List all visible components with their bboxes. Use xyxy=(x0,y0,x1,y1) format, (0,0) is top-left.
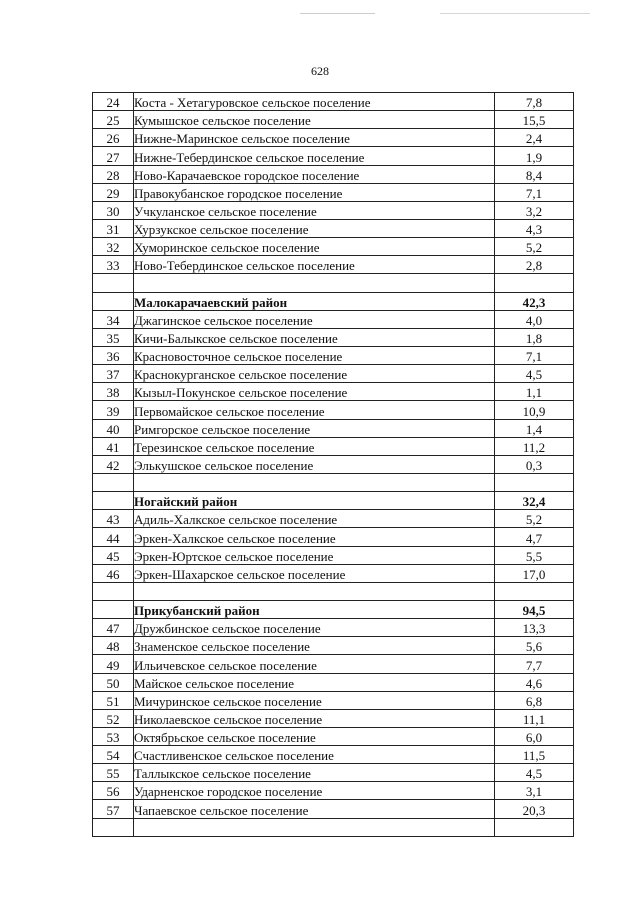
scan-artifact-line xyxy=(440,13,590,14)
settlement-name-cell: Мичуринское сельское поселение xyxy=(134,691,495,709)
settlement-name-cell xyxy=(134,274,495,292)
row-number-cell: 39 xyxy=(93,401,134,419)
value-cell: 4,0 xyxy=(495,310,574,328)
table-row xyxy=(93,455,574,473)
settlement-name-cell: Дружбинское сельское поселение xyxy=(134,619,495,637)
row-number-cell xyxy=(93,818,134,836)
settlement-name-cell: Элькушское сельское поселение xyxy=(134,455,495,473)
row-number-cell: 34 xyxy=(93,310,134,328)
spacer-row xyxy=(93,274,574,292)
value-cell: 5,6 xyxy=(495,637,574,655)
settlement-name-cell: Малокарачаевский район xyxy=(134,292,495,310)
table-row xyxy=(93,564,574,582)
value-cell: 7,7 xyxy=(495,655,574,673)
value-cell: 11,2 xyxy=(495,437,574,455)
table-row xyxy=(93,365,574,383)
settlement-name-cell: Кызыл-Покунское сельское поселение xyxy=(134,383,495,401)
settlement-name-cell: Ногайский район xyxy=(134,492,495,510)
table-row xyxy=(93,510,574,528)
value-cell: 1,8 xyxy=(495,328,574,346)
row-number-cell: 55 xyxy=(93,764,134,782)
row-number-cell: 54 xyxy=(93,746,134,764)
table-row xyxy=(93,256,574,274)
value-cell: 10,9 xyxy=(495,401,574,419)
row-number-cell xyxy=(93,292,134,310)
scan-artifact-line xyxy=(300,13,375,14)
district-row xyxy=(93,292,574,310)
table-row xyxy=(93,238,574,256)
row-number-cell: 31 xyxy=(93,219,134,237)
row-number-cell: 32 xyxy=(93,238,134,256)
district-row xyxy=(93,600,574,618)
table-row xyxy=(93,764,574,782)
settlement-name-cell: Римгорское сельское поселение xyxy=(134,419,495,437)
value-cell: 4,7 xyxy=(495,528,574,546)
value-cell: 5,5 xyxy=(495,546,574,564)
row-number-cell: 33 xyxy=(93,256,134,274)
row-number-cell: 38 xyxy=(93,383,134,401)
value-cell: 1,4 xyxy=(495,419,574,437)
row-number-cell: 56 xyxy=(93,782,134,800)
settlement-name-cell: Эркен-Шахарское сельское поселение xyxy=(134,564,495,582)
row-number-cell: 30 xyxy=(93,201,134,219)
settlement-name-cell: Учкуланское сельское поселение xyxy=(134,201,495,219)
value-cell: 2,4 xyxy=(495,129,574,147)
table-row xyxy=(93,546,574,564)
value-cell: 5,2 xyxy=(495,238,574,256)
table-row xyxy=(93,201,574,219)
spacer-row xyxy=(93,473,574,491)
value-cell: 5,2 xyxy=(495,510,574,528)
settlement-name-cell: Хурзукское сельское поселение xyxy=(134,219,495,237)
table-row xyxy=(93,346,574,364)
value-cell xyxy=(495,274,574,292)
table-row xyxy=(93,800,574,818)
row-number-cell: 48 xyxy=(93,637,134,655)
table-row xyxy=(93,691,574,709)
row-number-cell: 52 xyxy=(93,709,134,727)
value-cell: 17,0 xyxy=(495,564,574,582)
table-row xyxy=(93,165,574,183)
value-cell xyxy=(495,473,574,491)
value-cell: 2,8 xyxy=(495,256,574,274)
settlement-name-cell: Краснокурганское сельское поселение xyxy=(134,365,495,383)
settlement-name-cell: Правокубанское городское поселение xyxy=(134,183,495,201)
row-number-cell: 46 xyxy=(93,564,134,582)
settlement-name-cell: Знаменское сельское поселение xyxy=(134,637,495,655)
value-cell: 15,5 xyxy=(495,111,574,129)
row-number-cell: 27 xyxy=(93,147,134,165)
row-number-cell: 41 xyxy=(93,437,134,455)
row-number-cell xyxy=(93,274,134,292)
row-number-cell xyxy=(93,600,134,618)
row-number-cell: 50 xyxy=(93,673,134,691)
settlement-name-cell: Октябрьское сельское поселение xyxy=(134,727,495,745)
settlement-name-cell: Джагинское сельское поселение xyxy=(134,310,495,328)
settlement-name-cell: Ильичевское сельское поселение xyxy=(134,655,495,673)
settlement-name-cell: Первомайское сельское поселение xyxy=(134,401,495,419)
value-cell: 1,9 xyxy=(495,147,574,165)
table-row xyxy=(93,219,574,237)
table-row xyxy=(93,183,574,201)
row-number-cell: 28 xyxy=(93,165,134,183)
table-row xyxy=(93,111,574,129)
row-number-cell: 45 xyxy=(93,546,134,564)
settlement-name-cell: Адиль-Халкское сельское поселение xyxy=(134,510,495,528)
table-row xyxy=(93,727,574,745)
settlement-name-cell: Счастливенское сельское поселение xyxy=(134,746,495,764)
value-cell: 7,1 xyxy=(495,346,574,364)
row-number-cell xyxy=(93,582,134,600)
row-number-cell: 53 xyxy=(93,727,134,745)
settlement-name-cell: Эркен-Халкское сельское поселение xyxy=(134,528,495,546)
table-row xyxy=(93,709,574,727)
row-number-cell: 37 xyxy=(93,365,134,383)
table-row xyxy=(93,637,574,655)
value-cell: 4,5 xyxy=(495,365,574,383)
settlement-name-cell xyxy=(134,818,495,836)
value-cell: 42,3 xyxy=(495,292,574,310)
settlement-name-cell: Майское сельское поселение xyxy=(134,673,495,691)
value-cell: 4,6 xyxy=(495,673,574,691)
table-row xyxy=(93,673,574,691)
table-row xyxy=(93,383,574,401)
table-row xyxy=(93,147,574,165)
settlement-name-cell: Красновосточное сельское поселение xyxy=(134,346,495,364)
table-row xyxy=(93,129,574,147)
value-cell: 94,5 xyxy=(495,600,574,618)
row-number-cell xyxy=(93,473,134,491)
value-cell: 4,5 xyxy=(495,764,574,782)
row-number-cell: 26 xyxy=(93,129,134,147)
district-row xyxy=(93,492,574,510)
row-number-cell: 47 xyxy=(93,619,134,637)
settlement-name-cell: Ударненское городское поселение xyxy=(134,782,495,800)
settlement-name-cell: Таллыкское сельское поселение xyxy=(134,764,495,782)
value-cell: 11,1 xyxy=(495,709,574,727)
value-cell: 1,1 xyxy=(495,383,574,401)
value-cell: 3,1 xyxy=(495,782,574,800)
row-number-cell: 51 xyxy=(93,691,134,709)
value-cell: 4,3 xyxy=(495,219,574,237)
row-number-cell: 42 xyxy=(93,455,134,473)
value-cell: 6,0 xyxy=(495,727,574,745)
value-cell: 32,4 xyxy=(495,492,574,510)
value-cell: 13,3 xyxy=(495,619,574,637)
row-number-cell xyxy=(93,492,134,510)
table-row xyxy=(93,93,574,111)
table-row xyxy=(93,419,574,437)
settlement-name-cell: Прикубанский район xyxy=(134,600,495,618)
settlement-name-cell: Терезинское сельское поселение xyxy=(134,437,495,455)
settlement-name-cell: Хуморинское сельское поселение xyxy=(134,238,495,256)
value-cell: 7,8 xyxy=(495,93,574,111)
table-row xyxy=(93,437,574,455)
spacer-row xyxy=(93,818,574,836)
settlement-name-cell: Нижне-Тебердинское сельское поселение xyxy=(134,147,495,165)
page-number: 628 xyxy=(311,64,329,78)
row-number-cell: 43 xyxy=(93,510,134,528)
table-row xyxy=(93,655,574,673)
table-row xyxy=(93,528,574,546)
row-number-cell: 49 xyxy=(93,655,134,673)
row-number-cell: 24 xyxy=(93,93,134,111)
row-number-cell: 44 xyxy=(93,528,134,546)
settlement-name-cell xyxy=(134,582,495,600)
settlement-name-cell: Кумышское сельское поселение xyxy=(134,111,495,129)
table-row xyxy=(93,782,574,800)
settlement-name-cell: Эркен-Юртское сельское поселение xyxy=(134,546,495,564)
row-number-cell: 40 xyxy=(93,419,134,437)
value-cell xyxy=(495,582,574,600)
table-row xyxy=(93,401,574,419)
row-number-cell: 25 xyxy=(93,111,134,129)
value-cell: 20,3 xyxy=(495,800,574,818)
settlement-name-cell: Чапаевское сельское поселение xyxy=(134,800,495,818)
value-cell: 7,1 xyxy=(495,183,574,201)
settlement-name-cell: Коста - Хетагуровское сельское поселение xyxy=(134,93,495,111)
value-cell: 11,5 xyxy=(495,746,574,764)
value-cell: 8,4 xyxy=(495,165,574,183)
table-row xyxy=(93,328,574,346)
value-cell: 6,8 xyxy=(495,691,574,709)
value-cell: 3,2 xyxy=(495,201,574,219)
table-row xyxy=(93,619,574,637)
settlement-name-cell: Ново-Тебердинское сельское поселение xyxy=(134,256,495,274)
settlement-name-cell: Кичи-Балыкское сельское поселение xyxy=(134,328,495,346)
settlement-name-cell: Нижне-Маринское сельское поселение xyxy=(134,129,495,147)
row-number-cell: 35 xyxy=(93,328,134,346)
value-cell xyxy=(495,818,574,836)
table-row xyxy=(93,310,574,328)
settlement-name-cell xyxy=(134,473,495,491)
row-number-cell: 57 xyxy=(93,800,134,818)
settlements-table xyxy=(92,92,574,837)
spacer-row xyxy=(93,582,574,600)
row-number-cell: 29 xyxy=(93,183,134,201)
settlement-name-cell: Ново-Карачаевское городское поселение xyxy=(134,165,495,183)
row-number-cell: 36 xyxy=(93,346,134,364)
value-cell: 0,3 xyxy=(495,455,574,473)
table-row xyxy=(93,746,574,764)
settlement-name-cell: Николаевское сельское поселение xyxy=(134,709,495,727)
